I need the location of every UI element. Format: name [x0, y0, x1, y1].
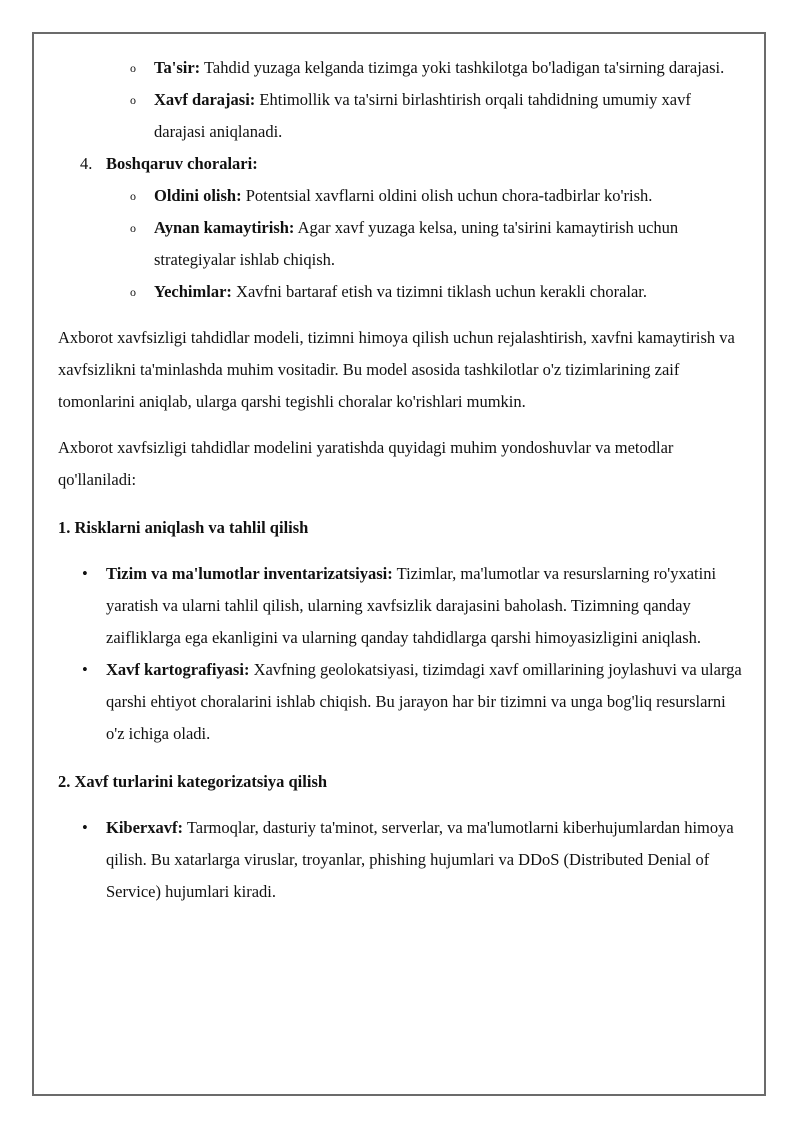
bullet-icon: • [82, 660, 88, 679]
section-heading: 1. Risklarni aniqlash va tahlil qilish [58, 518, 309, 537]
circle-bullet-icon: o [130, 189, 136, 203]
circle-bullet-icon: o [130, 93, 136, 107]
list-item [82, 558, 742, 654]
paragraph: Axborot xavfsizligi tahdidlar modeli, tizimni himoya qilish uchun rejalashtirish, xavfni kamaytirish va xavfsizlikni ta'minlashda muhim vositadir. Bu model asosida tashkilotlar o'z tizimlarining zaif tomonlarini aniqlab, ularga qarshi tegishli choralar ko'rishlari mumkin. [58, 328, 735, 411]
item-term: Aynan kamaytirish: [154, 218, 295, 237]
item-term: Xavf darajasi: [154, 90, 256, 109]
numbered-item-4 [58, 148, 742, 308]
numbered-list [58, 148, 742, 308]
list-item [130, 52, 742, 84]
subitem-list [106, 180, 742, 308]
subitem-list-top [58, 52, 742, 148]
list-item [130, 84, 742, 148]
paragraph: Axborot xavfsizligi tahdidlar modelini yaratishda quyidagi muhim yondoshuvlar va metodlar qo'llaniladi: [58, 438, 674, 489]
page-frame [32, 32, 766, 1096]
bullet-list [58, 558, 742, 750]
circle-bullet-icon: o [130, 221, 136, 235]
item-term: Xavf kartografiyasi: [106, 660, 250, 679]
item-title: Boshqaruv choralari: [106, 154, 258, 173]
item-term: Ta'sir: [154, 58, 201, 77]
bullet-icon: • [82, 564, 88, 583]
item-text: Xavfning geolokatsiyasi, tizimdagi xavf omillarining joylashuvi va ularga qarshi ehtiyot choralarini ishlab chiqish. Bu jarayon har bir tizimni va unga bog'liq resurslarni o'z ichiga oladi. [106, 660, 742, 743]
document-body [58, 52, 742, 908]
circle-bullet-icon: o [130, 61, 136, 75]
item-text: Ehtimollik va ta'sirni birlashtirish orqali tahdidning umumiy xavf darajasi aniqlanadi. [154, 90, 691, 141]
bullet-list [58, 812, 742, 908]
bullet-icon: • [82, 818, 88, 837]
item-text: Agar xavf yuzaga kelsa, uning ta'sirini kamaytirish uchun strategiyalar ishlab chiqish. [154, 218, 679, 269]
item-term: Tizim va ma'lumotlar inventarizatsiyasi: [106, 564, 393, 583]
section-heading: 2. Xavf turlarini kategorizatsiya qilish [58, 772, 328, 791]
item-term: Kiberxavf: [106, 818, 183, 837]
item-term: Yechimlar: [154, 282, 232, 301]
circle-bullet-icon: o [130, 285, 136, 299]
item-text: Tarmoqlar, dasturiy ta'minot, serverlar, va ma'lumotlarni kiberhujumlardan himoya qilish. Bu xatarlarga viruslar, troyanlar, phishing hujumlari va DDoS (Distributed Denial of Service) hujumlari kiradi. [106, 818, 734, 901]
list-item [82, 812, 742, 908]
list-item [130, 276, 742, 308]
list-item [130, 180, 742, 212]
list-item [130, 212, 742, 276]
list-item [82, 654, 742, 750]
item-text: Potentsial xavflarni oldini olish uchun chora-tadbirlar ko'rish. [245, 186, 653, 205]
item-text: Xavfni bartaraf etish va tizimni tiklash uchun kerakli choralar. [236, 282, 648, 301]
item-term: Oldini olish: [154, 186, 242, 205]
item-number: 4. [80, 154, 93, 173]
item-text: Tizimlar, ma'lumotlar va resurslarning ro'yxatini yaratish va ularni tahlil qilish, ularning xavfsizlik darajasini baholash. Tizimning qanday zaifliklarga ega ekanligini va ularning qanday tahdidlarga qarshi himoyasizligini aniqlash. [106, 564, 717, 647]
item-text: Tahdid yuzaga kelganda tizimga yoki tashkilotga bo'ladigan ta'sirning darajasi. [203, 58, 725, 77]
